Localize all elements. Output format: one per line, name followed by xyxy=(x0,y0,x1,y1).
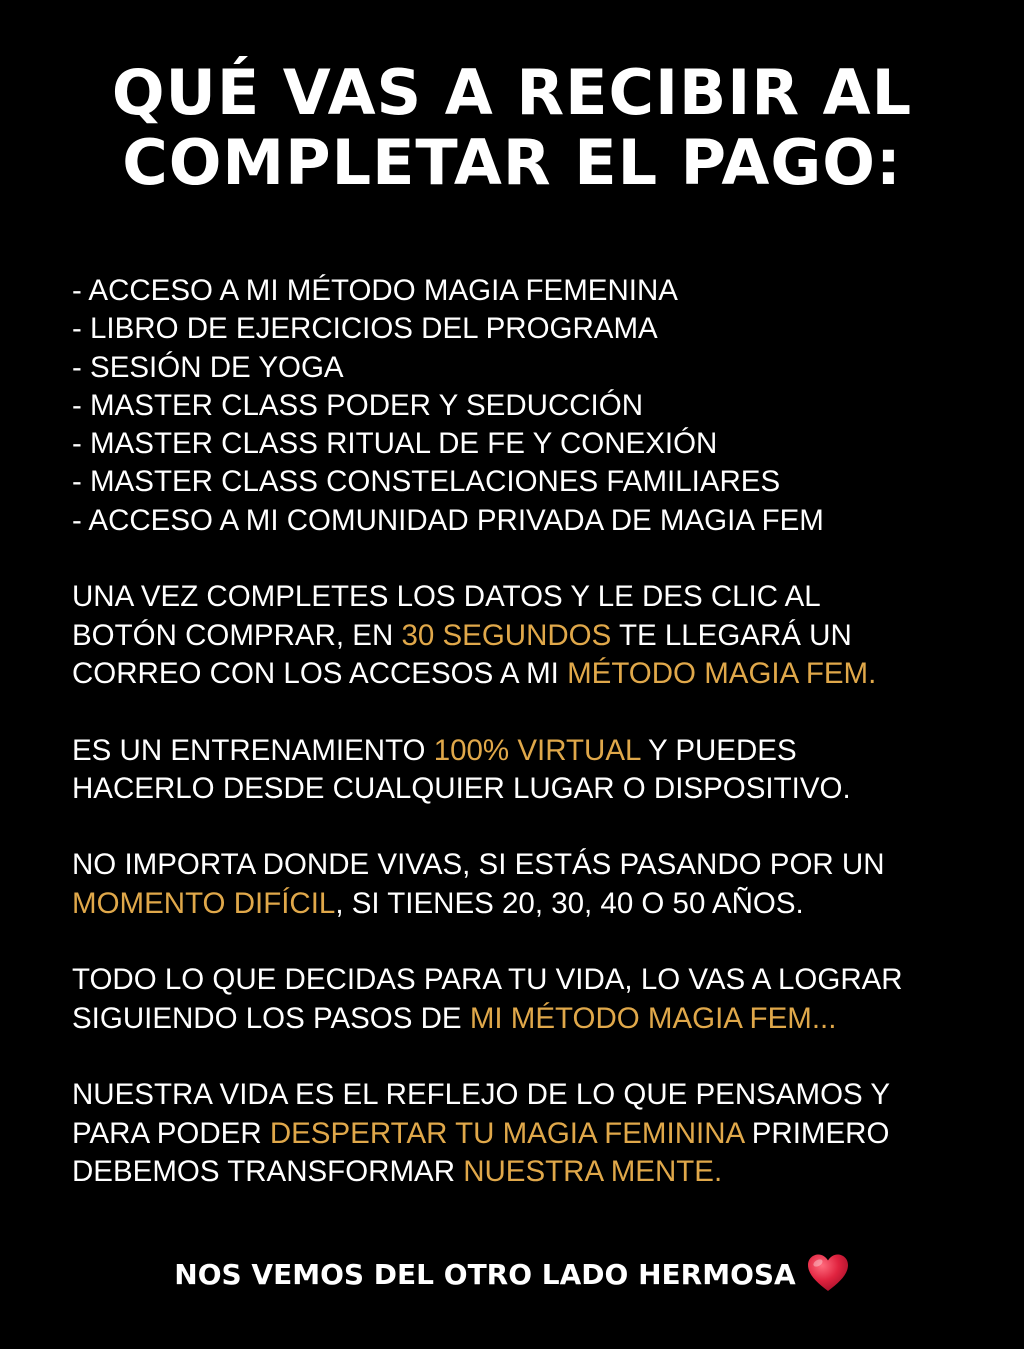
text-run: PRIMERO xyxy=(743,1116,890,1150)
text-run: Y PUEDES xyxy=(640,733,797,767)
benefit-item: - LIBRO DE EJERCICIOS DEL PROGRAMA xyxy=(72,312,658,346)
paragraph-access-email xyxy=(72,578,1002,693)
benefit-item: - MASTER CLASS PODER Y SEDUCCIÓN xyxy=(72,388,644,422)
highlight-text: 30 SEGUNDOS xyxy=(401,618,612,652)
paragraph-line xyxy=(72,1115,1002,1153)
benefit-item: - ACCESO A MI COMUNIDAD PRIVADA DE MAGIA FEM xyxy=(72,503,824,537)
paragraph-no-matter xyxy=(72,846,1002,923)
text-run: , SI TIENES 20, 30, 40 O 50 AÑOS. xyxy=(335,886,804,920)
benefit-item: - SESIÓN DE YOGA xyxy=(72,350,344,384)
paragraph-line xyxy=(72,1000,1002,1038)
text-run: CORREO CON LOS ACCESOS A MI xyxy=(72,656,568,690)
text-run: TE LLEGARÁ UN xyxy=(611,618,852,652)
paragraph-decide xyxy=(72,961,1002,1038)
paragraph-line xyxy=(72,617,1002,655)
heart-icon xyxy=(806,1253,850,1293)
paragraph-mind xyxy=(72,1076,1002,1191)
highlight-text: MÉTODO MAGIA FEM. xyxy=(567,656,877,690)
paragraph-line xyxy=(72,655,1002,693)
highlight-text: MOMENTO DIFÍCIL xyxy=(72,886,336,920)
text-run: DEBEMOS TRANSFORMAR xyxy=(72,1154,464,1188)
title-line-1: QUÉ VAS A RECIBIR AL xyxy=(111,56,913,129)
text-run: ES UN ENTRENAMIENTO xyxy=(72,733,434,767)
paragraph-line: TODO LO QUE DECIDAS PARA TU VIDA, LO VAS A LOGRAR xyxy=(72,963,903,997)
text-run: PARA PODER xyxy=(72,1116,270,1150)
title-line-2: COMPLETAR EL PAGO: xyxy=(122,126,902,199)
highlight-text: 100% VIRTUAL xyxy=(433,733,641,767)
text-run: SIGUIENDO LOS PASOS DE xyxy=(72,1001,470,1035)
main-content xyxy=(72,272,1002,1191)
benefits-list xyxy=(72,272,1002,540)
highlight-text: DESPERTAR TU MAGIA FEMININA xyxy=(269,1116,744,1150)
page-title xyxy=(0,58,1024,198)
paragraph-line xyxy=(72,885,1002,923)
paragraph-line: HACERLO DESDE CUALQUIER LUGAR O DISPOSITIVO. xyxy=(72,771,851,805)
benefit-item: - MASTER CLASS CONSTELACIONES FAMILIARES xyxy=(72,465,781,499)
benefit-item: - MASTER CLASS RITUAL DE FE Y CONEXIÓN xyxy=(72,427,718,461)
benefit-item: - ACCESO A MI MÉTODO MAGIA FEMENINA xyxy=(72,274,678,307)
highlight-text: NUESTRA MENTE. xyxy=(463,1154,723,1188)
paragraph-line xyxy=(72,1153,1002,1191)
paragraph-virtual xyxy=(72,732,1002,809)
footer-text: NOS VEMOS DEL OTRO LADO HERMOSA xyxy=(174,1258,796,1291)
footer-message xyxy=(0,1255,1024,1295)
paragraph-line: UNA VEZ COMPLETES LOS DATOS Y LE DES CLIC AL xyxy=(72,580,821,614)
paragraph-line: NUESTRA VIDA ES EL REFLEJO DE LO QUE PENSAMOS Y xyxy=(72,1078,891,1112)
highlight-text: MI MÉTODO MAGIA FEM... xyxy=(469,1001,837,1035)
paragraph-line xyxy=(72,732,1002,770)
text-run: BOTÓN COMPRAR, EN xyxy=(72,618,402,652)
paragraph-line: NO IMPORTA DONDE VIVAS, SI ESTÁS PASANDO POR UN xyxy=(72,848,885,882)
